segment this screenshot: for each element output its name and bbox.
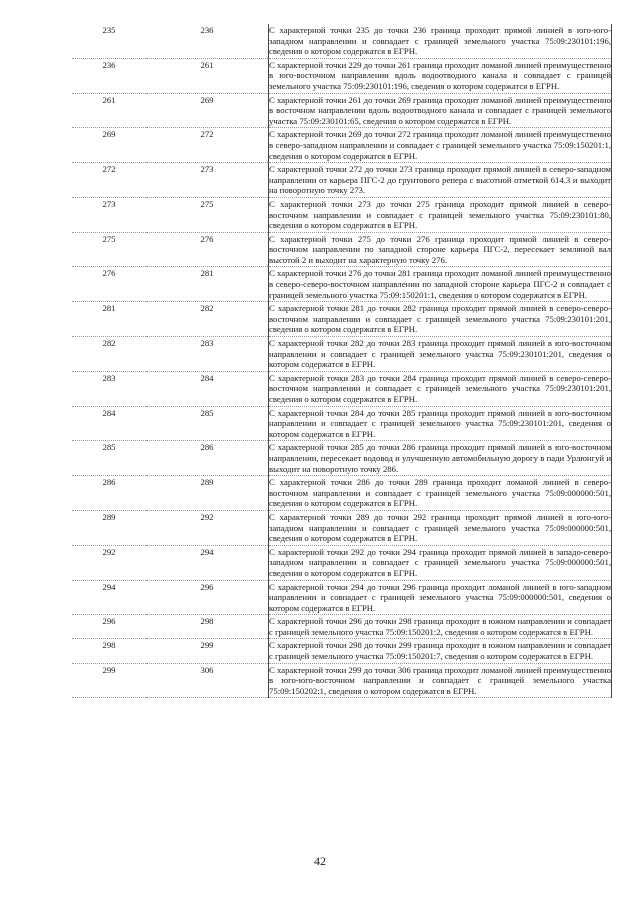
table-row: [72, 371, 612, 406]
boundary-description-cell: С характерной точки 281 до точки 282 граница проходит прямой линией в северо-северо-восточном направлении и совпадает с границей земельного участка 75:09:230101:201, сведения о котором содержатся в ЕГРН.: [269, 302, 612, 337]
point-from-cell: 289: [72, 510, 146, 545]
boundary-description-cell: С характерной точки 299 до точки 306 граница проходит ломаной линией преимущественно в юго-юго-восточном направлении и совпадает с границей земельного участка 75:09:150202:1, сведения о котором содержатся в ЕГРН.: [269, 663, 612, 698]
point-to-cell: 236: [146, 24, 269, 58]
boundary-description-cell: С характерной точки 285 до точки 286 граница проходит прямой линией в юго-восточном направлении, пересекает водовод и улучшенную автомобильную дорогу в пади Урлюнгуй и выходит на поворотную точку 286.: [269, 441, 612, 476]
boundary-description-cell: С характерной точки 286 до точки 289 граница проходит ломаной линией в северо-восточном направлении и совпадает с границей земельного участка 75:09:000000:501, сведения о котором содержатся в ЕГРН.: [269, 476, 612, 511]
point-from-cell: 283: [72, 371, 146, 406]
point-to-cell: 284: [146, 371, 269, 406]
point-from-cell: 285: [72, 441, 146, 476]
point-from-cell: 286: [72, 476, 146, 511]
point-to-cell: 281: [146, 267, 269, 302]
table-body: [72, 24, 612, 698]
point-from-cell: 261: [72, 93, 146, 128]
boundary-description-cell: С характерной точки 261 до точки 269 граница проходит ломаной линией преимущественно в восточном направлении вдоль водоотводного канала и совпадает с границей земельного участка 75:09:230101:65, сведения о котором содержатся в ЕГРН.: [269, 93, 612, 128]
boundary-description-cell: С характерной точки 292 до точки 294 граница проходит прямой линией в западо-северо-западном направлении и совпадает с границей земельного участка 75:09:000000:501, сведения о котором содержатся в ЕГРН.: [269, 545, 612, 580]
point-from-cell: 296: [72, 615, 146, 639]
table-row: [72, 93, 612, 128]
boundary-description-cell: С характерной точки 289 до точки 292 граница проходит прямой линией в юго-юго-западном направлении и совпадает с границей земельного участка 75:09:000000:501, сведения о котором содержатся в ЕГРН.: [269, 510, 612, 545]
table-row: [72, 639, 612, 663]
boundary-description-cell: С характерной точки 298 до точки 299 граница проходит в южном направлении и совпадает с границей земельного участка 75:09:150201:7, сведения о котором содержатся в ЕГРН.: [269, 639, 612, 663]
point-to-cell: 269: [146, 93, 269, 128]
point-from-cell: 236: [72, 58, 146, 93]
table-row: [72, 406, 612, 441]
point-from-cell: 294: [72, 580, 146, 615]
boundary-description-cell: С характерной точки 283 до точки 284 граница проходит прямой линией в северо-северо-восточном направлении и совпадает с границей земельного участка 75:09:230101:201, сведения о котором содержатся в ЕГРН.: [269, 371, 612, 406]
boundary-description-table: [72, 24, 612, 698]
point-to-cell: 289: [146, 476, 269, 511]
point-to-cell: 306: [146, 663, 269, 698]
table-row: [72, 267, 612, 302]
point-to-cell: 273: [146, 163, 269, 198]
point-from-cell: 269: [72, 128, 146, 163]
point-to-cell: 285: [146, 406, 269, 441]
point-from-cell: 272: [72, 163, 146, 198]
table-row: [72, 163, 612, 198]
table-row: [72, 580, 612, 615]
point-to-cell: 275: [146, 197, 269, 232]
boundary-description-cell: С характерной точки 229 до точки 261 граница проходит ломаной линией преимущественно в юго-восточном направлении вдоль водоотводного канала и совпадает с границей земельного участка 75:09:230101:196, сведения о котором содержатся в ЕГРН.: [269, 58, 612, 93]
point-from-cell: 282: [72, 337, 146, 372]
table-row: [72, 302, 612, 337]
table-row: [72, 615, 612, 639]
boundary-description-cell: С характерной точки 269 до точки 272 граница проходит ломаной линией преимущественно в северо-западном направлении и совпадает с границей земельного участка 75:09:150201:1, сведения о котором содержатся в ЕГРН.: [269, 128, 612, 163]
table-row: [72, 232, 612, 267]
table-row: [72, 58, 612, 93]
point-from-cell: 298: [72, 639, 146, 663]
table-row: [72, 24, 612, 58]
point-to-cell: 296: [146, 580, 269, 615]
point-to-cell: 261: [146, 58, 269, 93]
boundary-description-cell: С характерной точки 272 до точки 273 граница проходит прямой линией в северо-западном направлении от карьера ПГС-2 до грунтового репера с высотной отметкой 614.3 и выходит на поворотную точку 273.: [269, 163, 612, 198]
point-from-cell: 275: [72, 232, 146, 267]
boundary-description-cell: С характерной точки 275 до точки 276 граница проходит прямой линией в северо-восточном направлении по западной стороне карьера ПГС-2, пересекает земляной вал высотой 2 и выходит на характерную точку 276.: [269, 232, 612, 267]
point-from-cell: 292: [72, 545, 146, 580]
table-row: [72, 663, 612, 698]
point-to-cell: 282: [146, 302, 269, 337]
point-from-cell: 299: [72, 663, 146, 698]
point-to-cell: 272: [146, 128, 269, 163]
page-number: 42: [314, 854, 326, 868]
point-to-cell: 292: [146, 510, 269, 545]
table-row: [72, 197, 612, 232]
table-row: [72, 545, 612, 580]
table-row: [72, 441, 612, 476]
boundary-description-cell: С характерной точки 235 до точки 236 граница проходит прямой линией в юго-юго-западном направлении и совпадает с границей земельного участка 75:09:230101:196, сведения о котором содержатся в ЕГРН.: [269, 24, 612, 58]
point-to-cell: 294: [146, 545, 269, 580]
point-from-cell: 281: [72, 302, 146, 337]
boundary-description-cell: С характерной точки 273 до точки 275 граница проходит прямой линией в северо-восточном направлении и совпадает с границей земельного участка 75:09:230101:80, сведения о котором содержатся в ЕГРН.: [269, 197, 612, 232]
boundary-description-cell: С характерной точки 296 до точки 298 граница проходит в южном направлении и совпадает с границей земельного участка 75:09:150201:2, сведения о котором содержатся в ЕГРН.: [269, 615, 612, 639]
boundary-description-cell: С характерной точки 282 до точки 283 граница проходит прямой линией в юго-восточном направлении и совпадает с границей земельного участка 75:09:230101:201, сведения о котором содержатся в ЕГРН.: [269, 337, 612, 372]
point-from-cell: 273: [72, 197, 146, 232]
point-from-cell: 284: [72, 406, 146, 441]
table-row: [72, 476, 612, 511]
point-to-cell: 286: [146, 441, 269, 476]
table-row: [72, 337, 612, 372]
boundary-description-cell: С характерной точки 294 до точки 296 граница проходит ломаной линией в юго-западном направлении и совпадает с границей земельного участка 75:09:000000:501, сведения о котором содержатся в ЕГРН.: [269, 580, 612, 615]
point-to-cell: 299: [146, 639, 269, 663]
point-from-cell: 276: [72, 267, 146, 302]
boundary-description-cell: С характерной точки 276 до точки 281 граница проходит ломаной линией преимущественно в северо-северо-восточном направлении по западной стороне карьера ПГС-2 и совпадает с границей земельного участка 75:09:150201:1, сведения о котором содержатся в ЕГРН.: [269, 267, 612, 302]
point-to-cell: 298: [146, 615, 269, 639]
boundary-description-cell: С характерной точки 284 до точки 285 граница проходит прямой линией в юго-восточном направлении и совпадает с границей земельного участка 75:09:230101:201, сведения о котором содержатся в ЕГРН.: [269, 406, 612, 441]
table-row: [72, 510, 612, 545]
point-to-cell: 283: [146, 337, 269, 372]
point-from-cell: 235: [72, 24, 146, 58]
point-to-cell: 276: [146, 232, 269, 267]
table-row: [72, 128, 612, 163]
